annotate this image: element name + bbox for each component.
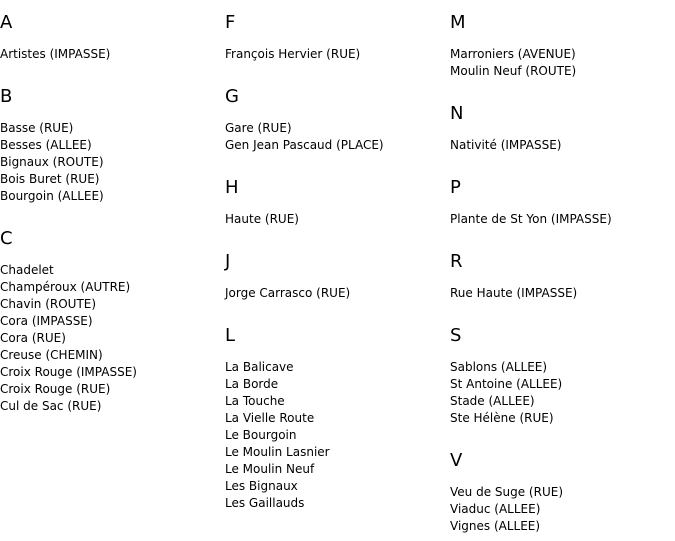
street-item: La Vielle Route [225,411,315,425]
street-item: Les Gaillauds [225,496,305,510]
section-letter: P [450,177,461,198]
street-item: Chavin (ROUTE) [0,297,97,311]
street-item: Bourgoin (ALLEE) [0,189,104,203]
section-letter: C [0,228,13,249]
letter-group-p [450,177,675,226]
section-letter: B [0,86,13,107]
section-letter: G [225,86,239,107]
section-letter: J [225,251,231,272]
street-item: Veu de Suge (RUE) [450,485,563,499]
street-item: François Hervier (RUE) [225,47,361,61]
section-letter: S [450,325,462,346]
street-item: Croix Rouge (RUE) [0,382,111,396]
street-list [450,285,577,302]
letter-group-j [225,251,450,300]
street-item: Stade (ALLEE) [450,394,535,408]
letter-group-r [450,251,675,300]
street-item: Creuse (CHEMIN) [0,348,103,362]
street-item: Ste Hélène (RUE) [450,411,554,425]
street-list [225,285,350,302]
street-item: Jorge Carrasco (RUE) [225,286,351,300]
street-list [0,262,137,415]
letter-group-n [450,103,675,152]
letter-group-l [225,325,450,510]
section-letter: M [450,12,466,33]
street-item: Haute (RUE) [225,212,299,226]
street-item: Moulin Neuf (ROUTE) [450,64,577,78]
section-letter: L [225,325,236,346]
street-list [450,484,563,535]
street-item: Vignes (ALLEE) [450,519,541,533]
section-letter: R [450,251,463,272]
section-letter: V [450,450,463,471]
street-item: Croix Rouge (IMPASSE) [0,365,137,379]
street-item: Les Bignaux [225,479,298,493]
street-list [225,211,299,228]
street-item: Sablons (ALLEE) [450,360,548,374]
street-item: Cul de Sac (RUE) [0,399,102,413]
street-list [450,211,612,228]
letter-group-s [450,325,675,425]
street-list [225,46,360,63]
street-item: La Borde [225,377,279,391]
street-item: Cora (RUE) [0,331,66,345]
street-item: La Balicave [225,360,294,374]
street-item: Gen Jean Pascaud (PLACE) [225,138,384,152]
street-item: Artistes (IMPASSE) [0,47,111,61]
letter-group-m [450,12,675,78]
street-item: Gare (RUE) [225,121,292,135]
street-list [225,120,384,154]
street-item: Nativité (IMPASSE) [450,138,562,152]
street-item: Le Bourgoin [225,428,297,442]
street-list [225,359,330,512]
street-item: Bois Buret (RUE) [0,172,100,186]
street-list [450,137,561,154]
street-item: La Touche [225,394,285,408]
street-item: Bignaux (ROUTE) [0,155,104,169]
street-item: St Antoine (ALLEE) [450,377,563,391]
street-list [0,46,110,63]
street-item: Le Moulin Neuf [225,462,315,476]
letter-group-h [225,177,450,226]
street-item: Basse (RUE) [0,121,74,135]
street-item: Plante de St Yon (IMPASSE) [450,212,612,226]
letter-group-g [225,86,450,152]
street-item: Rue Haute (IMPASSE) [450,286,578,300]
street-item: Marroniers (AVENUE) [450,47,576,61]
letter-group-f [225,12,450,61]
section-letter: F [225,12,236,33]
section-letter: H [225,177,239,198]
street-list [450,46,576,80]
street-item: Champéroux (AUTRE) [0,280,131,294]
street-item: Viaduc (ALLEE) [450,502,541,516]
street-list [0,120,104,205]
street-item: Chadelet [0,263,54,277]
section-letter: A [0,12,13,33]
street-item: Cora (IMPASSE) [0,314,93,328]
street-item: Besses (ALLEE) [0,138,92,152]
street-list [450,359,562,427]
street-item: Le Moulin Lasnier [225,445,330,459]
letter-group-c [0,228,225,413]
section-letter: N [450,103,464,124]
letter-group-b [0,86,225,203]
letter-group-v [450,450,675,533]
letter-group-a [0,12,225,61]
